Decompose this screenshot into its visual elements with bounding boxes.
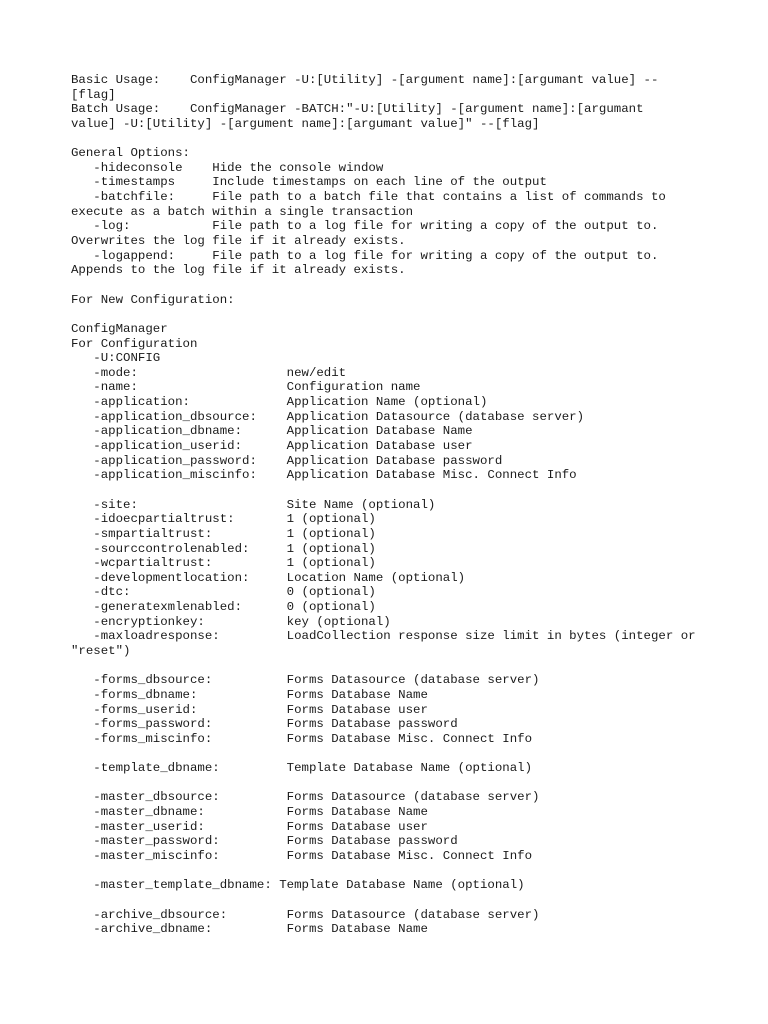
text-line: -master_dbsource: Forms Datasource (database server) — [71, 790, 540, 805]
text-line: -idoecpartialtrust: 1 (optional) — [71, 512, 376, 527]
text-line: -sourccontrolenabled: 1 (optional) — [71, 541, 376, 556]
text-line: -site: Site Name (optional) — [71, 497, 436, 512]
blank-line — [71, 132, 711, 147]
text-line: -application_miscinfo: Application Database Misc. Connect Info — [71, 468, 577, 483]
blank-line — [71, 278, 711, 293]
text-line: -forms_dbsource: Forms Datasource (database server) — [71, 673, 540, 688]
text-line: [flag] — [71, 87, 116, 102]
text-line: -master_dbname: Forms Database Name — [71, 805, 428, 820]
text-line: -smpartialtrust: 1 (optional) — [71, 526, 376, 541]
text-line: For Configuration — [71, 336, 198, 351]
blank-line — [71, 307, 711, 322]
text-line: -application_dbname: Application Database Name — [71, 424, 473, 439]
blank-line — [71, 864, 711, 879]
text-line: -maxloadresponse: LoadCollection response size limit in bytes (integer or — [71, 629, 696, 644]
text-line: -master_template_dbname: Template Database Name (optional) — [71, 878, 525, 893]
text-line: -template_dbname: Template Database Name (optional) — [71, 761, 533, 776]
text-line: value] -U:[Utility] -[argument name]:[argumant value]" --[flag] — [71, 116, 540, 131]
text-line: -application_password: Application Database password — [71, 453, 503, 468]
text-line: -batchfile: File path to a batch file that contains a list of commands to — [71, 190, 666, 205]
text-line: -encryptionkey: key (optional) — [71, 614, 391, 629]
text-line: -master_miscinfo: Forms Database Misc. Connect Info — [71, 848, 533, 863]
text-line: -log: File path to a log file for writing a copy of the output to. — [71, 219, 659, 234]
text-line: -forms_password: Forms Database password — [71, 717, 458, 732]
text-line: -forms_userid: Forms Database user — [71, 702, 428, 717]
text-line: -application_dbsource: Application Datasource (database server) — [71, 409, 585, 424]
text-line: -developmentlocation: Location Name (optional) — [71, 570, 466, 585]
blank-line — [71, 776, 711, 791]
text-line: Batch Usage: ConfigManager -BATCH:"-U:[Utility] -[argument name]:[argumant — [71, 102, 644, 117]
text-line: "reset") — [71, 643, 131, 658]
text-line: -master_userid: Forms Database user — [71, 819, 428, 834]
text-line: Overwrites the log file if it already exists. — [71, 234, 406, 249]
text-line: -application: Application Name (optional) — [71, 395, 488, 410]
blank-line — [71, 893, 711, 908]
text-line: -timestamps Include timestamps on each line of the output — [71, 175, 547, 190]
document-body — [71, 73, 711, 937]
blank-line — [71, 659, 711, 674]
text-line: -name: Configuration name — [71, 380, 421, 395]
text-line: -logappend: File path to a log file for writing a copy of the output to. — [71, 248, 659, 263]
text-line: execute as a batch within a single transaction — [71, 204, 414, 219]
blank-line — [71, 746, 711, 761]
text-line: -dtc: 0 (optional) — [71, 585, 376, 600]
text-line: -hideconsole Hide the console window — [71, 160, 384, 175]
text-line: Appends to the log file if it already exists. — [71, 263, 406, 278]
text-line: -wcpartialtrust: 1 (optional) — [71, 556, 376, 571]
text-line: -forms_dbname: Forms Database Name — [71, 687, 428, 702]
text-line: For New Configuration: — [71, 292, 235, 307]
text-line: -mode: new/edit — [71, 365, 347, 380]
text-line: -master_password: Forms Database password — [71, 834, 458, 849]
text-line: Basic Usage: ConfigManager -U:[Utility] -[argument name]:[argumant value] -- — [71, 73, 659, 87]
text-line: ConfigManager — [71, 321, 168, 336]
text-line: -U:CONFIG — [71, 351, 161, 366]
text-line: -generatexmlenabled: 0 (optional) — [71, 600, 376, 615]
text-line: -application_userid: Application Database user — [71, 439, 473, 454]
text-line: General Options: — [71, 146, 190, 161]
blank-line — [71, 483, 711, 498]
text-line: -archive_dbname: Forms Database Name — [71, 922, 428, 937]
text-line: -forms_miscinfo: Forms Database Misc. Connect Info — [71, 731, 533, 746]
text-line: -archive_dbsource: Forms Datasource (database server) — [71, 907, 540, 922]
